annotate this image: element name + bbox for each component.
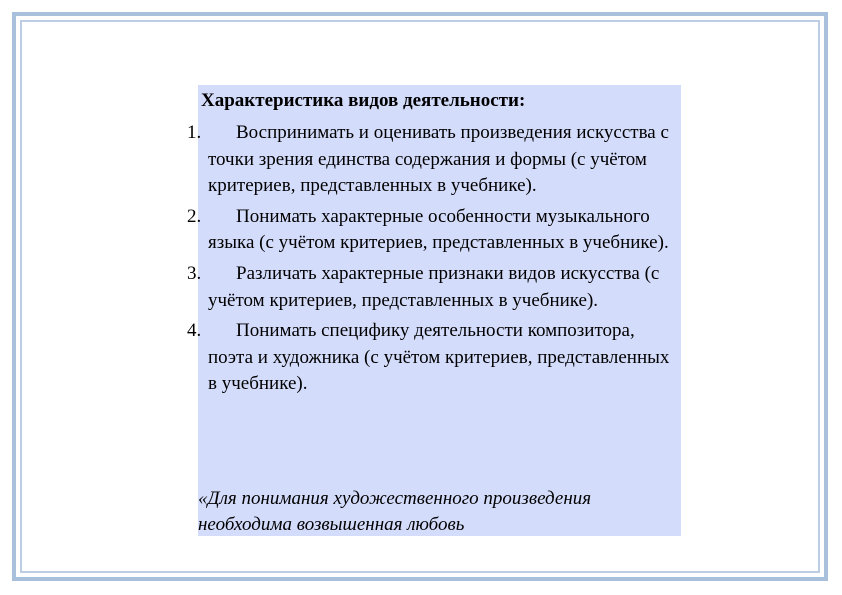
quote-text: «Для понимания художественного произведения необходима возвышенная любовь <box>198 488 592 535</box>
list-item <box>187 204 681 257</box>
item-text: Воспринимать и оценивать произведения искусства с точки зрения единства содержания и формы (с учётом критериев, представленных в учебнике). <box>208 122 669 197</box>
list-item <box>187 120 681 200</box>
item-number: 2. <box>187 205 202 227</box>
item-text: Понимать специфику деятельности композитора, поэта и художника (с учётом критериев, представленных в учебнике). <box>208 320 670 395</box>
activity-list <box>187 120 681 402</box>
list-item <box>187 261 681 314</box>
item-text: Различать характерные признаки видов искусства (с учётом критериев, представленных в учебнике). <box>208 262 660 311</box>
section-heading: Характеристика видов деятельности: <box>201 90 526 111</box>
item-number: 3. <box>187 262 202 284</box>
item-number: 4. <box>187 320 202 342</box>
list-item <box>187 318 681 398</box>
item-number: 1. <box>187 122 202 143</box>
item-text: Понимать характерные особенности музыкального языка (с учётом критериев, представленных в учебнике). <box>208 205 669 254</box>
